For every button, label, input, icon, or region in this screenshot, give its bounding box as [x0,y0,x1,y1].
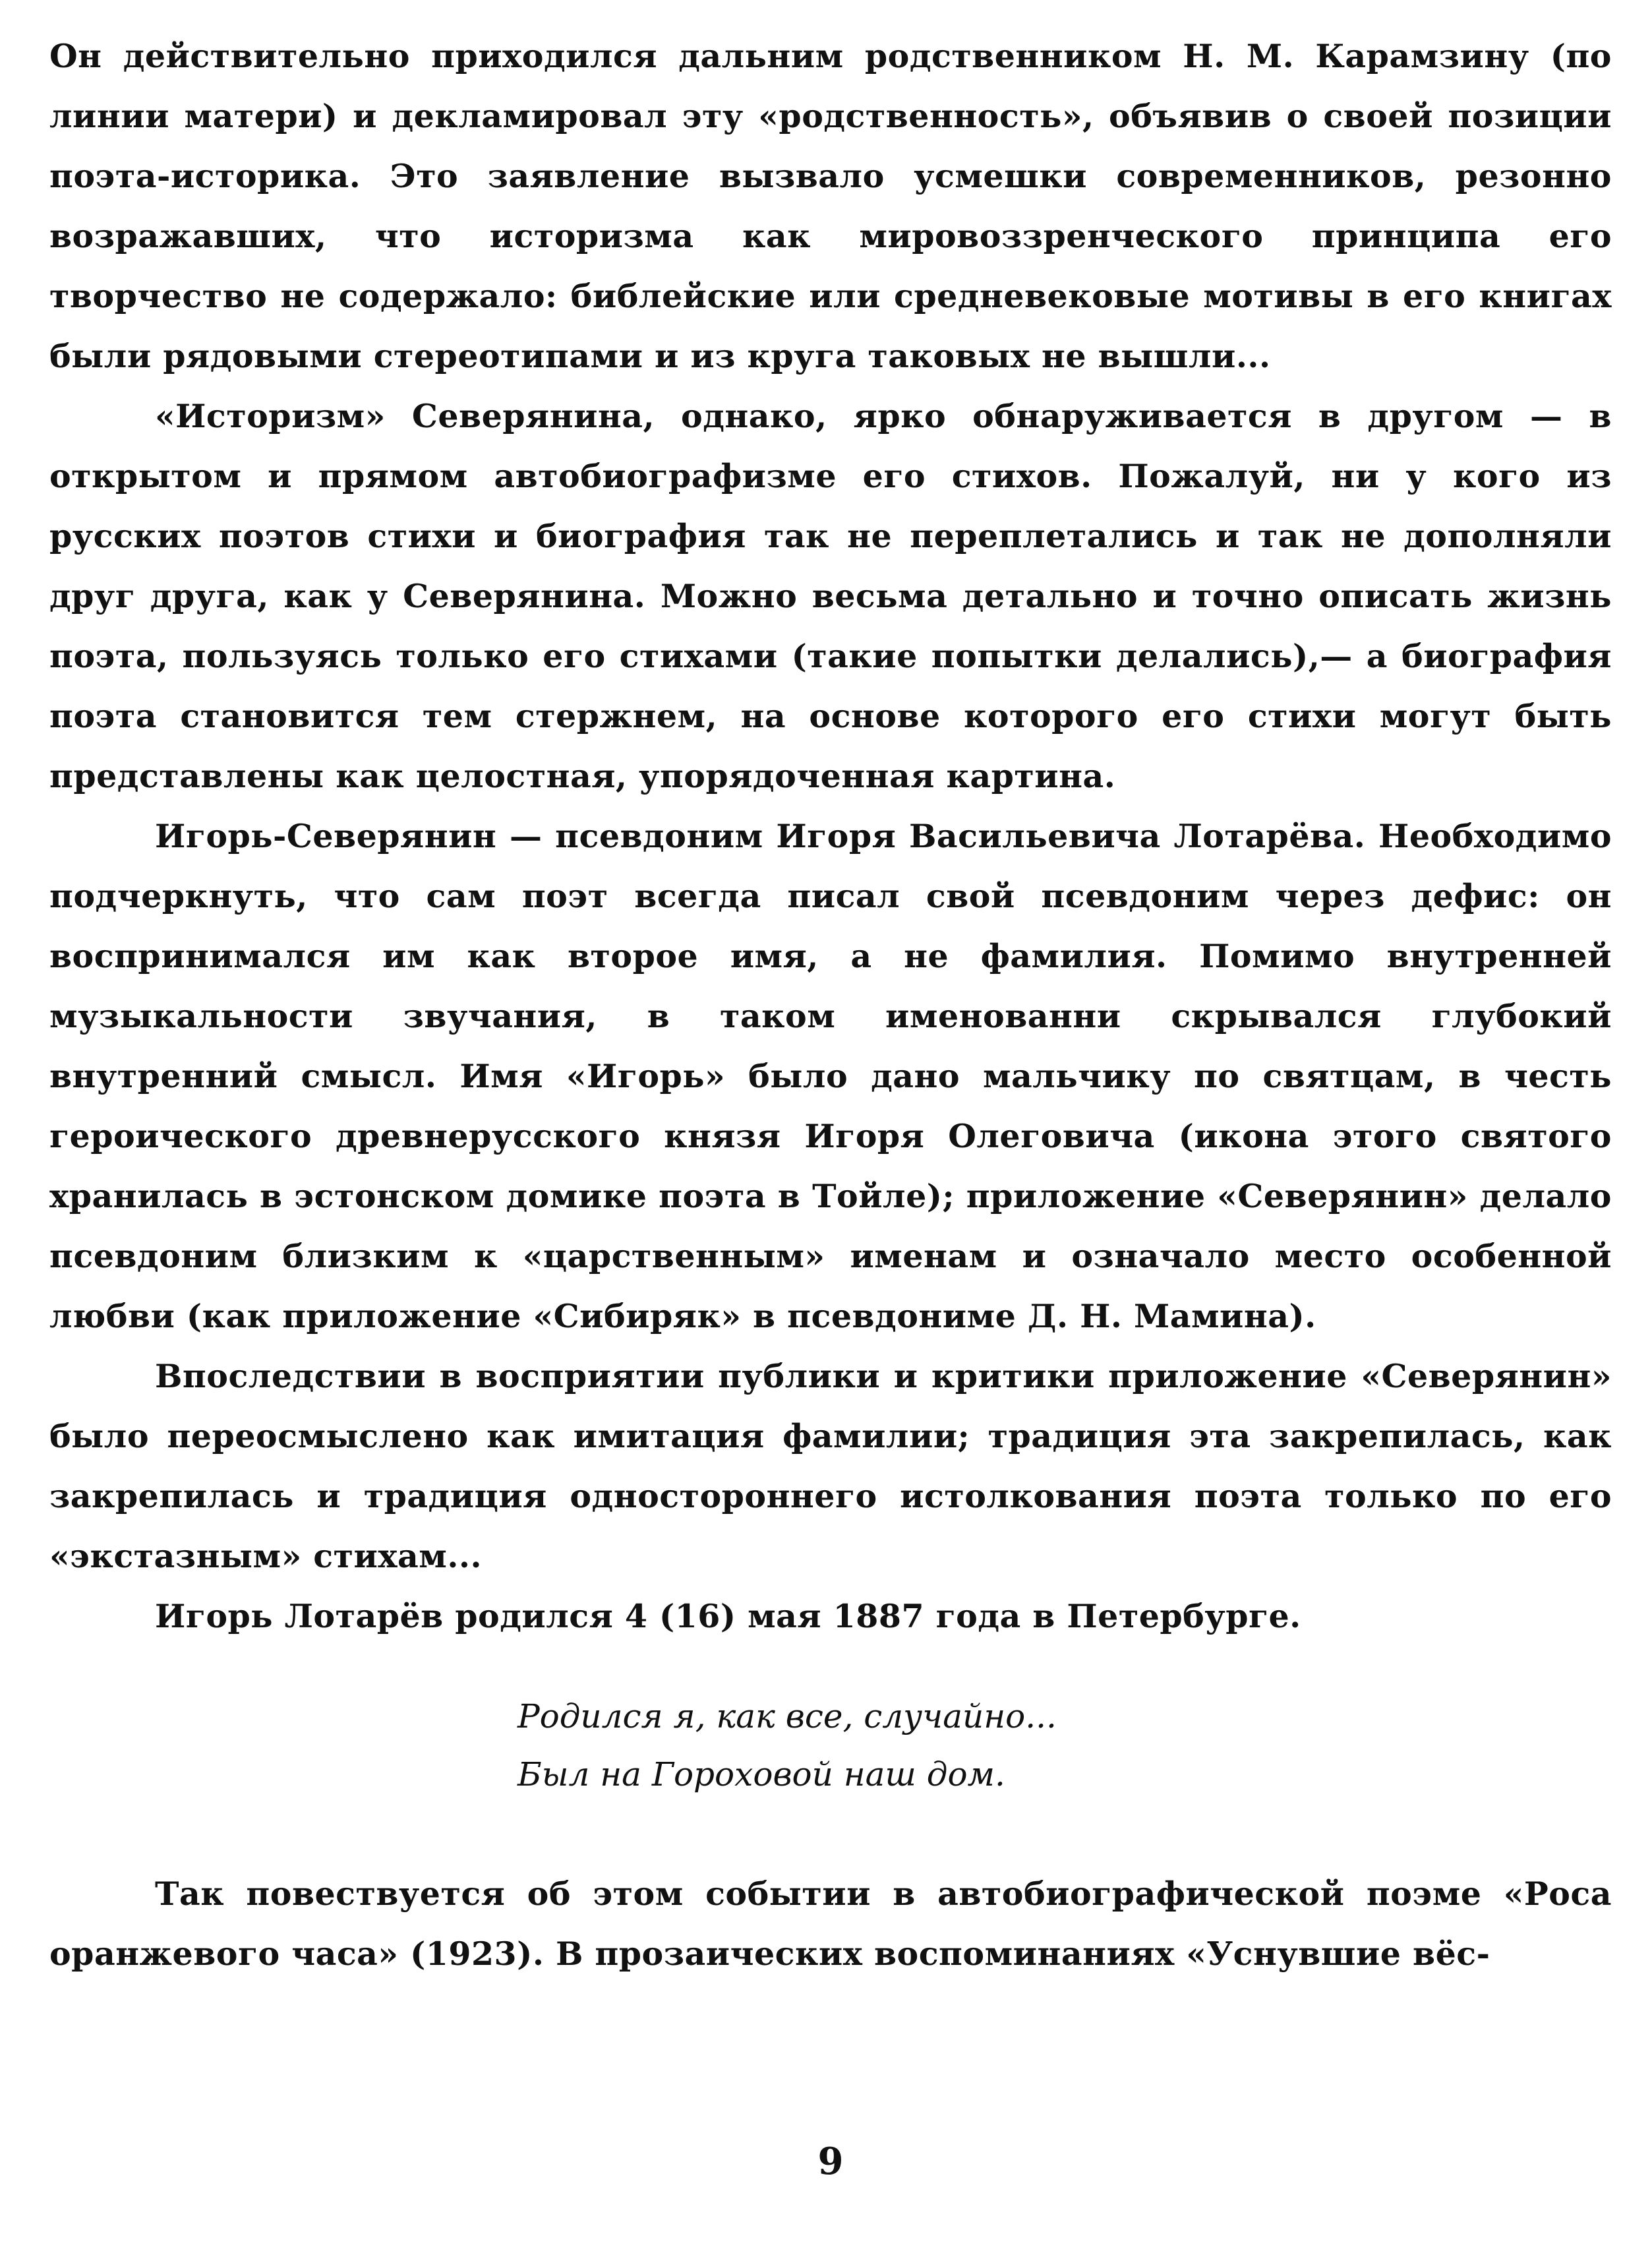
paragraph-pseudonym: Игорь-Северянин — псевдоним Игоря Васильевича Лотарёва. Необходимо подчеркнуть, что сам поэт всегда писал свой псевдоним через дефис: он воспринимался им как второе имя, а не фамилия. Помимо внутренней музыкальности звучания, в таком именованни скрывался глубокий внутренний смысл. Имя «Игорь» было дано мальчику по святцам, в честь героического древнерусского князя Игоря Олеговича (икона этого святого хранилась в эстонском домике поэта в Тойле); приложение «Северянин» делало псевдоним близким к «царственным» именам и означало место особенной любви (как приложение «Сибиряк» в псевдониме Д. Н. Мамина). [49,817,1612,1335]
page-number: 9 [817,2140,844,2183]
verse-quote [517,1687,1612,1803]
verse-line: Был на Гороховой наш дом. [517,1755,1005,1793]
main-text [49,26,1612,1646]
paragraph-perception: Впоследствии в восприятии публики и критики приложение «Северянин» было переосмыслено как имитация фамилии; традиция эта закрепилась, как закрепилась и традиция одностороннего истолкования поэта только по его «экстазным» стихам... [49,1357,1612,1575]
paragraph-closing: Так повествуется об этом событии в автобиографической поэме «Роса оранжевого часа» (1923). В прозаических воспоминаниях «Уснувшие вёс- [49,1875,1612,1973]
verse-line: Родился я, как все, случайно... [517,1697,1057,1735]
paragraph-historism: «Историзм» Северянина, однако, ярко обнаруживается в другом — в открытом и прямом автобиографизме его стихов. Пожалуй, ни у кого из русских поэтов стихи и биография так не переплетались и так не дополняли друг друга, как у Северянина. Можно весьма детально и точно описать жизнь поэта, пользуясь только его стихами (такие попытки делались),— а биография поэта становится тем стержнем, на основе которого его стихи могут быть представлены как целостная, упорядоченная картина. [49,397,1612,795]
document-page [49,26,1612,2229]
paragraph-ancestry: Он действительно приходился дальним родственником Н. М. Карамзину (по линии матери) и декламировал эту «родственность», объявив о своей позиции поэта-историка. Это заявление вызвало усмешки современников, резонно возражавших, что историзма как мировоззренческого принципа его творчество не содержало: библейские или средневековые мотивы в его книгах были рядовыми стереотипами и из круга таковых не вышли... [49,37,1612,375]
paragraph-birth: Игорь Лотарёв родился 4 (16) мая 1887 года в Петербурге. [155,1597,1301,1635]
closing-text [49,1864,1612,1984]
